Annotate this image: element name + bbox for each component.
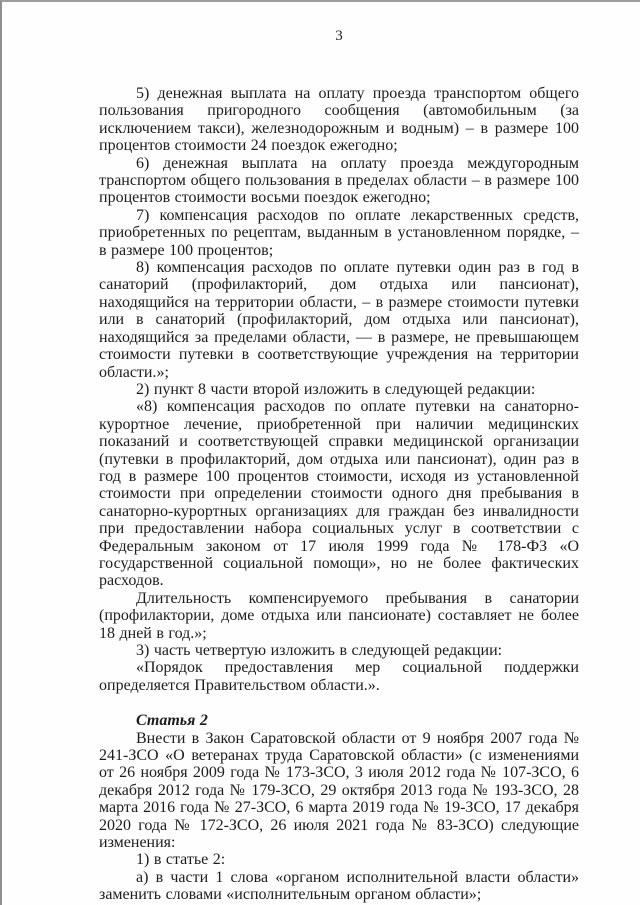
paragraph-item-5: 5) денежная выплата на оплату проезда транспортом общего пользования пригородного сообщения (автомобильным (за исключением такси), железнодорожным и водным) – в размере 100 процентов стоимости 24 поездок ежегодно; [99,85,579,155]
paragraph-duration: Длительность компенсируемого пребывания в санатории (профилактории, доме отдыха или пансионате) составляет не более 18 дней в год.»; [99,589,579,642]
document-body [99,85,579,904]
paragraph-amendment-1: 1) в статье 2: [136,851,226,869]
paragraph-new-item-8: «8) компенсация расходов по оплате путевки на санаторно-курортное лечение, приобретенной при наличии медицинских показаний и соответствующей справки медицинской организации (путевки в профилакторий, дом отдыха или пансионат), один раз в год в размере 100 процентов стоимости, исходя из установленной стоимости при определении стоимости одного дня пребывания в санаторно-курортных организациях для граждан без инвалидности при предоставлении набора социальных услуг в соответствии с Федеральным законом от 17 июля 1999 года № 178-ФЗ «О государственной социальной помощи», но не более фактических расходов. [99,398,579,590]
page-number: 3 [335,28,343,44]
paragraph-item-6: 6) денежная выплата на оплату проезда междугородным транспортом общего пользования в пределах области – в размере 100 процентов стоимости восьми поездок ежегодно; [99,154,579,207]
paragraph-article-2-intro: Внести в Закон Саратовской области от 9 ноября 2007 года № 241-ЗСО «О ветеранах труда Саратовской области» (с изменениями от 26 ноября 2009 года № 173-ЗСО, 3 июля 2012 года № 107-ЗСО, 6 декабря 2012 года № 179-ЗСО, 29 октября 2013 года № 193-ЗСО, 28 марта 2016 года № 27-ЗСО, 6 марта 2019 года № 19-ЗСО, 17 декабря 2020 года № 172-ЗСО, 26 июля 2021 года № 83-ЗСО) следующие изменения: [99,729,579,852]
paragraph-item-7: 7) компенсация расходов по оплате лекарственных средств, приобретенных по рецептам, выданным в установленном порядке, – в размере 100 процентов; [99,206,579,259]
paragraph-subitem-a: а) в части 1 слова «органом исполнительной власти области» заменить словами «исполнительным органом области»; [99,868,579,904]
article-2-heading: Статья 2 [136,712,208,730]
paragraph-new-part-4: «Порядок предоставления мер социальной поддержки определяется Правительством области.». [99,659,579,694]
paragraph-amendment-2: 2) пункт 8 части второй изложить в следующей редакции: [136,380,536,398]
paragraph-item-8: 8) компенсация расходов по оплате путевки один раз в год в санаторий (профилакторий, дом отдыха или пансионат), находящийся на территории области, – в размере стоимости путевки или в санаторий (профилакторий, дом отдыха или пансионат), находящийся за пределами области, — в размере, не превышающем стоимости путевки в соответствующие учреждения на территории области.»; [99,259,579,381]
paragraph-amendment-3: 3) часть четвертую изложить в следующей редакции: [136,642,503,659]
